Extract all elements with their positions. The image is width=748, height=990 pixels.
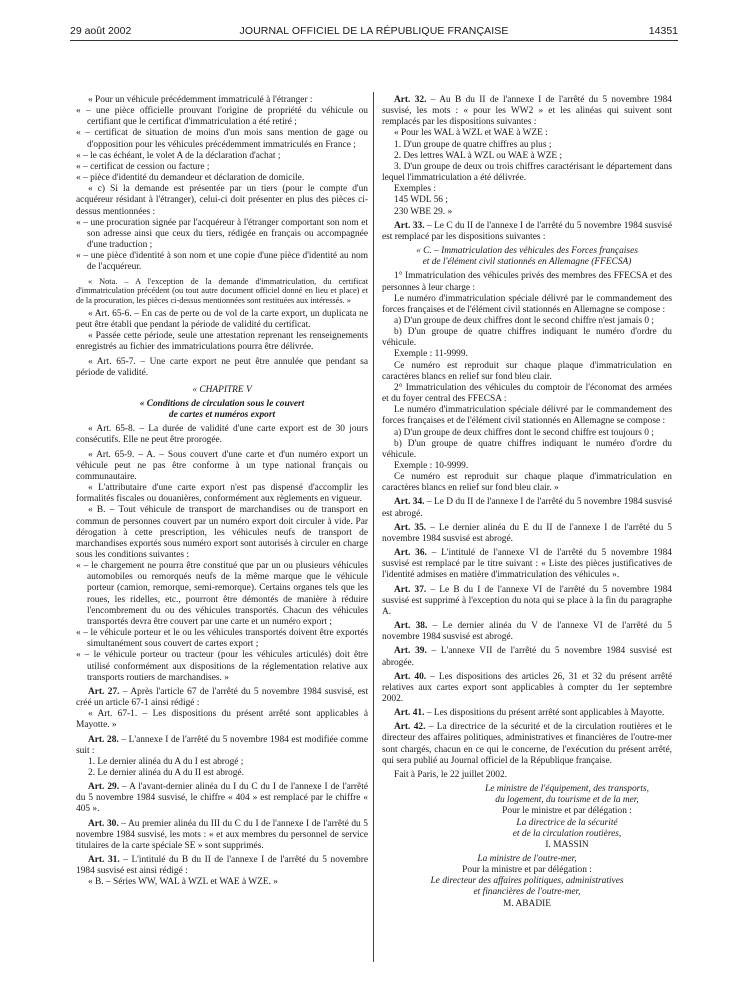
header-title: JOURNAL OFFICIEL DE LA RÉPUBLIQUE FRANÇAISE [239,25,509,37]
paragraph: « Pour un véhicule précédemment immatriculé à l'étranger : [88,95,313,105]
article-label: Art. 34. [394,497,425,508]
delegation-line: Pour la ministre et par délégation : [462,865,592,876]
article-label: Art. 38. [394,621,428,632]
list-item: « – certificat de situation de moins d'un mois sans mention de gage ou d'opposition pour les véhicules précédemment immatriculés en France ; [76,128,368,150]
article-label: Art. 31. [88,855,120,866]
article-41: Art. 41. – Les dispositions du présent arrêté sont applicables à Mayotte. [394,708,665,719]
article-38: Art. 38. – Le dernier alinéa du V de l'annexe VI de l'arrêté du 5 novembre 1984 susvisé est abrogé. [382,621,672,643]
article-29: Art. 29. – A l'avant-dernier alinéa du I du C du I de l'annexe I de l'arrêté du 5 novembre 1984 susvisé, le chiffre « 404 » est remplacé par le chiffre « 405 ». [76,782,368,815]
article-label: Art. 41. [394,708,425,719]
article-27: Art. 27. – Après l'article 67 de l'arrêté du 5 novembre 1984 susvisé, est créé un article 67-1 ainsi rédigé : [76,686,369,709]
signature-block-1 [382,784,672,851]
article-31: Art. 31. – L'intitulé du B du II de l'annexe I de l'arrêté du 5 novembre 1984 susvisé est ainsi rédigé : [76,855,368,877]
article-label: Art. 30. [88,818,119,829]
article-36: Art. 36. – L'intitulé de l'annexe VI de l'arrêté du 5 novembre 1984 susvisé est remplacé par le titre suivant : « Liste des pièces justificatives de l'identité admises en matière d'immatriculation des véhicules ». [382,548,672,581]
signatory-title: et financières de l'outre-mer, [473,887,581,898]
article-label: Art. 40. [394,671,427,682]
right-column [382,95,672,910]
article-label: Art. 32. [394,95,427,105]
article-label: Art. 36. [394,548,427,559]
list-item: 2. Le dernier alinéa du A du II est abrogé. [88,767,244,778]
article-39: Art. 39. – L'annexe VII de l'arrêté du 5 novembre 1984 susvisé est abrogée. [382,646,672,668]
list-item: 1. Le dernier alinéa du A du I est abrogé ; [88,756,244,767]
article-label: Art. 39. [394,646,427,657]
article-37: Art. 37. – Le B du I de l'annexe VI de l'arrêté du 5 novembre 1984 susvisé est supprimé à l'exception du nota qui se place à la fin du paragraphe A. [382,584,672,617]
signatory-title: Le directeur des affaires politiques, administratives [430,876,624,887]
paragraph: Ce numéro est reproduit sur chaque plaque d'immatriculation en caractères blancs en relief sur fond bleu clair. » [382,472,672,494]
list-item: « – une procuration signée par l'acquéreur à l'étranger comportant son nom et son adresse ainsi que ceux du tiers, rédigée en français ou accompagnée d'une traduction ; [76,217,368,251]
signatory-title: du logement, du tourisme et de la mer, [495,795,639,806]
list-item: 2. Des lettres WAL à WZL ou WAE à WZE ; [394,150,563,161]
article-30: Art. 30. – Au premier alinéa du III du C du I de l'annexe I de l'arrêté du 5 novembre 1984 susvisé, les mots : « et aux membres du personnel de service titulaires de la carte spéciale SE » sont supprimés. [76,818,368,851]
article-paragraph: « Art. 65-6. – En cas de perte ou de vol de la carte export, un duplicata ne peut être établi que pendant la période de validité du certificat. [76,308,368,331]
article-paragraph: « Art. 65-8. – La durée de validité d'une carte export est de 30 jours consécutifs. Elle ne peut être prorogée. [76,424,368,446]
paragraph: 2° Immatriculation des véhicules du comptoir de l'économat des armées et du foyer central des FFECSA : [382,382,672,405]
article-label: Art. 28. [88,734,119,745]
paragraph: a) D'un groupe de deux chiffres dont le second chiffre n'est jamais 0 ; [394,315,654,326]
list-item: « – une pièce officielle prouvant l'origine de propriété du véhicule ou certifiant que le certificat d'immatriculation a été retiré ; [76,106,368,128]
list-item: « – le cas échéant, le volet A de la déclaration d'achat ; [76,150,281,161]
article-32: Art. 32. – Au B du II de l'annexe I de l'arrêté du 5 novembre 1984 susvisé, les mots : « pour les WW2 » et les alinéas qui suivent sont remplacés par les dispositions suivantes : [382,95,672,128]
paragraph: « Passée cette période, seule une attestation reprenant les renseignements enregistrés au fichier des immatriculations pourra être délivrée. [76,331,368,353]
header-date: 29 août 2002 [70,25,132,37]
paragraph: Exemple : 11-9999. [394,349,468,360]
paragraph: « Art. 67-1. – Les dispositions du présent arrêté sont applicables à Mayotte. » [76,709,368,731]
paragraph: 1° Immatriculation des véhicules privés des membres des FFECSA et des personnes à leur charge : [382,271,672,293]
paragraph: Le numéro d'immatriculation spéciale délivré par le commandement des forces françaises et de l'élément civil stationnés en Allemagne se compose : [382,293,672,315]
article-34: Art. 34. – Le D du II de l'annexe I de l'arrêté du 5 novembre 1984 susvisé est abrogé. [382,497,672,519]
list-item: 1. D'un groupe de quatre chiffres au plus ; [394,139,552,150]
signatory-name: M. ABADIE [503,898,551,909]
page-header [70,22,678,40]
list-item: « – pièce d'identité du demandeur et déclaration de domicile. [76,173,305,184]
signatory-title: et de la circulation routières, [512,828,622,839]
nota-paragraph: « Nota. – A l'exception de la demande d'immatriculation, du certificat d'immatriculation précédent (ou tout autre document officiel donné en lieu et place) et de la procuration, les pièces ci-dessus mentionnées sont restituées aux intéressés. » [76,276,368,306]
chapter-title-line1: « Conditions de circulation sous le couvert [139,398,305,409]
chapter-title-line2: de cartes et numéros export [168,410,276,421]
article-label: Art. 29. [88,782,120,793]
left-column [76,95,368,889]
list-item: « – une pièce d'identité à son nom et une copie d'une pièce d'identité au nom de l'acquéreur. [76,251,368,273]
article-label: Art. 33. [394,220,425,231]
article-42: Art. 42. – La directrice de la sécurité et de la circulation routières et le directeur des affaires politiques, administratives et financières de l'outre-mer sont chargés, chacun en ce qui le concerne, de l'exécution du présent arrêté, qui sera publié au Journal officiel de la République française. [382,722,672,766]
article-label: Art. 27. [88,686,120,697]
article-label: Art. 35. [394,522,427,533]
page-number: 14351 [648,25,678,37]
paragraph: « B. – Tout véhicule de transport de marchandises ou de transport en commun de personnes couvert par un numéro export doit circuler à vide. Par dérogation à cette prescription, les véhicules neufs de transport de marchandises exportés sous numéro export sont autorisés à circuler en charge sous les conditions suivantes : [76,505,368,561]
list-item: « – certificat de cession ou facture ; [76,161,210,172]
paragraph: Exemple : 10-9999. [394,461,469,471]
chapter-heading: « CHAPITRE V [192,384,252,395]
paragraph: a) D'un groupe de deux chiffres dont le second chiffre est toujours 0 ; [394,427,654,438]
signatory-title: La directrice de la sécurité [516,817,618,828]
paragraph: Exemples : [394,184,436,195]
signatory-title: La ministre de l'outre-mer, [477,854,577,864]
section-title-line1: « C. – Immatriculation des véhicules des Forces françaises [416,246,638,257]
paragraph: « L'attributaire d'une carte export n'est pas dispensé d'accomplir les formalités fiscales ou douanières, conformément aux règlements en vigueur. [76,483,368,505]
article-40: Art. 40. – Les dispositions des articles 26, 31 et 32 du présent arrêté relatives aux cartes export sont applicables à compter du 1er septembre 2002. [382,671,672,704]
signing-place-date: Fait à Paris, le 22 juillet 2002. [394,769,508,780]
article-28: Art. 28. – L'annexe I de l'arrêté du 5 novembre 1984 est modifiée comme suit : [76,734,368,756]
paragraph: 145 WDL 56 ; [394,195,448,206]
article-paragraph: « Art. 65-7. – Une carte export ne peut être annulée que pendant sa période de validité. [76,356,368,378]
article-33: Art. 33. – Le C du II de l'annexe I de l'arrêté du 5 novembre 1984 susvisé est remplacé par les dispositions suivantes : [382,220,672,242]
paragraph: b) D'un groupe de quatre chiffres indiquant le numéro d'ordre du véhicule. [382,438,672,460]
paragraph: b) D'un groupe de quatre chiffres indiquant le numéro d'ordre du véhicule. [382,327,672,349]
paragraph: « c) Si la demande est présentée par un tiers (pour le compte d'un acquéreur résidant à l'étranger), celui-ci doit présenter en plus des pièces ci-dessus mentionnées : [76,184,368,217]
article-label: Art. 42. [394,722,426,733]
header-rule [70,40,678,41]
paragraph: 230 WBE 29. » [394,206,453,217]
article-35: Art. 35. – Le dernier alinéa du E du II de l'annexe I de l'arrêté du 5 novembre 1984 susvisé est abrogé. [382,522,672,544]
signatory-title: Le ministre de l'équipement, des transports, [485,784,649,795]
paragraph: Ce numéro est reproduit sur chaque plaque d'immatriculation en caractères blancs en relief sur fond bleu clair. [382,360,672,382]
paragraph: « B. – Séries WW, WAL à WZL et WAE à WZE. » [88,877,278,888]
paragraph: Le numéro d'immatriculation spéciale délivré par le commandement des forces françaises et de l'élément civil stationnés en Allemagne se compose : [382,405,672,427]
delegation-line: Pour le ministre et par délégation : [502,806,632,817]
paragraph: « Pour les WAL à WZL et WAE à WZE : [394,128,548,139]
column-divider [373,92,374,962]
article-label: Art. 37. [394,584,427,595]
list-item: 3. D'un groupe de deux ou trois chiffres caractérisant le département dans lequel l'immatriculation a été délivrée. [382,161,672,184]
article-paragraph: « Art. 65-9. – A. – Sous couvert d'une carte et d'un numéro export un véhicule peut ne pas être conforme à un type national français ou communautaire. [76,449,368,482]
signatory-name: I. MASSIN [545,839,589,850]
list-item: « – le véhicule porteur et le ou les véhicules transportés doivent être exportés simultanément sous couvert de cartes export ; [76,628,368,650]
list-item: « – le chargement ne pourra être constitué que par un ou plusieurs véhicules automobiles ou remorqués neufs de la même marque que le véhicule porteur (camion, remorque, semi-remorque). Certains organes tels que les roues, les ridelles, etc., pourront être démontés de manière à réduire l'encombrement du ou des véhicules transportés. Chacun des véhicules transportés devra être couvert par une carte et un numéro export ; [76,561,368,627]
section-title-line2: et de l'élément civil stationnés en Allemagne (FFECSA) [422,257,632,268]
list-item: « – le véhicule porteur ou tracteur (pour les véhicules articulés) doit être utilisé conformément aux dispositions de la réglementation relative aux transports routiers de marchandises. » [76,650,368,683]
